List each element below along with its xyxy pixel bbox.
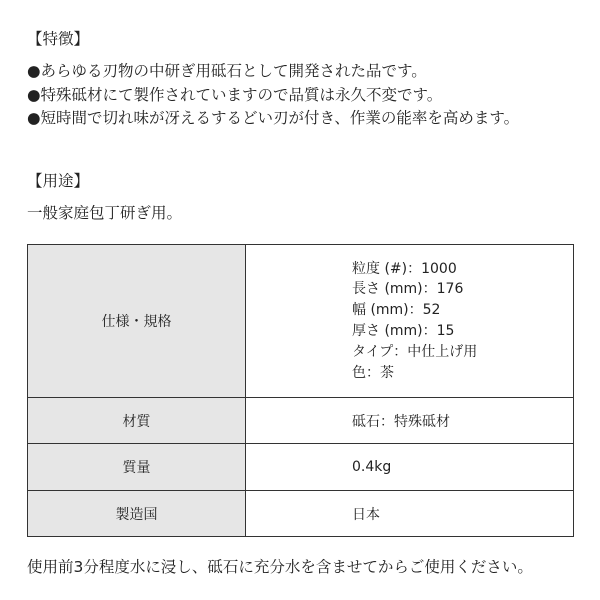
feature-item: ●特殊砥材にて製作されていますので品質は永久不変です。	[27, 85, 443, 104]
row-value: 砥石：特殊砥材	[246, 398, 574, 444]
table-row	[28, 398, 574, 444]
spec-table	[27, 244, 574, 537]
table-row	[28, 444, 574, 491]
row-label: 製造国	[28, 491, 246, 537]
spec-line: 厚さ (mm)：15	[352, 323, 455, 339]
spec-line: 長さ (mm)：176	[352, 281, 464, 298]
features-heading: 【特徴】	[27, 30, 90, 48]
feature-item: ●短時間で切れ味が冴えるするどい刃が付き、作業の能率を高めます。	[27, 109, 520, 127]
usage-text: 一般家庭包丁研ぎ用。	[27, 204, 183, 222]
footer-note: 使用前3分程度水に浸し、砥石に充分水を含ませてからご使用ください。	[27, 558, 533, 576]
spec-line: 粒度 (#)：1000	[352, 260, 457, 277]
row-label: 材質	[28, 398, 246, 444]
features-list	[27, 60, 519, 131]
spec-line: 色：茶	[352, 364, 394, 381]
spec-line: 幅 (mm)：52	[352, 302, 441, 319]
table-row	[28, 245, 574, 398]
spec-line: タイプ：中仕上げ用	[352, 343, 478, 360]
row-value	[246, 245, 574, 398]
row-label: 質量	[28, 444, 246, 491]
feature-item: ●あらゆる刃物の中研ぎ用砥石として開発された品です。	[27, 62, 427, 80]
row-value: 0.4kg	[246, 444, 574, 491]
usage-heading: 【用途】	[27, 172, 90, 190]
row-value: 日本	[246, 491, 574, 537]
row-label: 仕様・規格	[28, 245, 246, 398]
table-row	[28, 491, 574, 537]
